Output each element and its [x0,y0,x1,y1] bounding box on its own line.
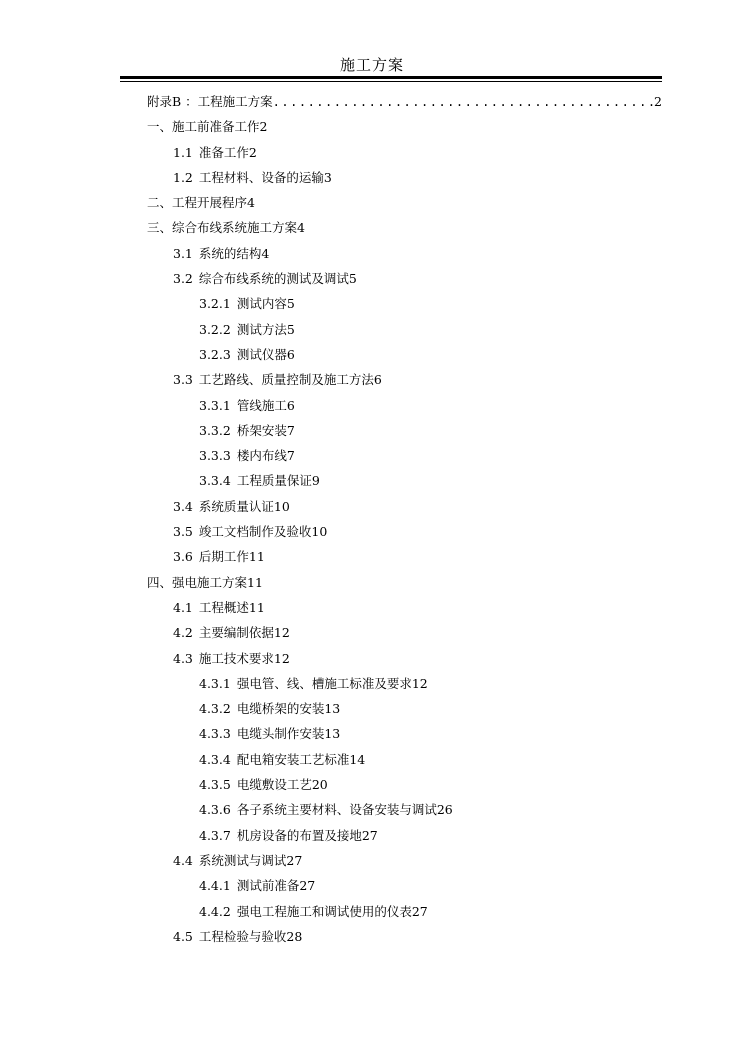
toc-entry-title: 后期工作 [198,549,249,565]
toc-entry-title: 电缆敷设工艺 [236,777,312,793]
toc-entry[interactable] [0,397,744,422]
toc-entry[interactable] [0,650,744,675]
toc-entry-title: 测试前准备 [236,878,300,894]
toc-entry[interactable] [0,498,744,523]
toc-entry-page: 5 [286,296,295,312]
toc-entry-title: 管线施工 [236,397,287,413]
toc-entry[interactable] [0,219,744,244]
toc-entry-page: 5 [286,321,295,337]
toc-entry-number: 4.3.1 [199,675,231,691]
toc-entry-number: 3.3.1 [199,397,231,413]
toc-entry-page: 9 [311,473,320,489]
toc-entry-page: 20 [311,777,328,793]
toc-entry-title: 电缆头制作安装 [236,726,325,742]
toc-entry-label: 附录B ：工程施工方案 [147,94,273,109]
toc-entry-number: 三、 [147,220,173,236]
toc-entry[interactable] [0,422,744,447]
toc-entry-title: 配电箱安装工艺标准 [236,751,350,767]
toc-entry[interactable] [0,144,744,169]
toc-entry-title: 工艺路线、质量控制及施工方法 [198,372,374,388]
dot-leader [273,93,654,111]
toc-entry-page: 2 [248,144,257,160]
toc-entry-number: 4.3.4 [199,751,231,767]
toc-entry-number: 4.5 [173,928,193,944]
toc-entry[interactable] [0,852,744,877]
toc-entry-title: 工程检验与验收 [198,928,287,944]
toc-entry-title: 测试内容 [236,296,287,312]
toc-entry-title: 桥架安装 [236,422,287,438]
header-rule-thick [120,76,662,79]
toc-entry[interactable] [0,548,744,573]
toc-entry[interactable] [0,700,744,725]
toc-entry-page: 27 [361,827,378,843]
toc-entry-page: 6 [286,346,295,362]
toc-entry-number: 4.2 [173,625,193,641]
toc-entry-title: 系统测试与调试 [198,852,287,868]
toc-entry-number: 二、 [147,195,173,211]
toc-entry-number: 3.4 [173,498,193,514]
toc-entry[interactable] [0,751,744,776]
toc-entry-title: 准备工作 [198,144,249,160]
toc-entry-title: 竣工文档制作及验收 [198,524,312,540]
toc-entry-title: 施工技术要求 [198,650,274,666]
toc-entry-page: 7 [286,448,295,464]
toc-entry-page: 3 [323,169,332,185]
toc-entry-title: 系统质量认证 [198,498,274,514]
toc-entry-page: 27 [286,852,303,868]
toc-entry-title: 工程质量保证 [236,473,312,489]
toc-entry[interactable] [0,118,744,143]
toc-entry-title: 系统的结构 [198,245,262,261]
toc-entry-page: 10 [273,498,290,514]
toc-entry-title: 各子系统主要材料、设备安装与调试 [236,802,437,818]
toc-entry-page: 5 [348,271,357,287]
toc-entry-title: 强电工程施工和调试使用的仪表 [236,903,412,919]
toc-entry-number: 4.3.3 [199,726,231,742]
toc-entry-number: 4.3.6 [199,802,231,818]
page-header-title: 施工方案 [339,56,404,74]
toc-entry-number: 3.6 [173,549,193,565]
toc-entry[interactable] [0,321,744,346]
toc-entry-page: 11 [248,549,265,565]
toc-entry-page: 4 [261,245,270,261]
toc-entry[interactable] [0,725,744,750]
toc-entry-page: 26 [436,802,453,818]
toc-entry-page: 27 [299,878,316,894]
toc-entry[interactable] [0,523,744,548]
toc-entry-page: 12 [273,625,290,641]
toc-entry-page: 11 [247,574,263,590]
toc-entry-number: 3.2 [173,271,193,287]
toc-entry[interactable] [0,447,744,472]
toc-entry-number: 3.3.3 [199,448,231,464]
toc-entry-number: 3.5 [173,524,193,540]
toc-entry-page: 28 [286,928,303,944]
toc-entry[interactable] [0,270,744,295]
toc-entry-title: 综合布线系统的测试及调试 [198,271,349,287]
toc-entry-page: 6 [373,372,382,388]
toc-entry[interactable] [0,169,744,194]
toc-entry-page: 14 [349,751,366,767]
toc-entry-number: 3.3 [173,372,193,388]
toc-entry[interactable] [0,574,744,599]
toc-entry[interactable] [0,877,744,902]
toc-entry-page: 2 [654,94,662,109]
toc-entry[interactable] [0,194,744,219]
toc-entry-page: 13 [324,726,341,742]
toc-entry-number: 3.2.3 [199,346,231,362]
toc-entry-number: 四、 [147,574,173,590]
toc-entry-page: 10 [311,524,328,540]
toc-entry-number: 1.1 [173,144,193,160]
toc-entry-title: 工程开展程序 [172,195,248,211]
toc-entry[interactable] [0,295,744,320]
toc-entry-title: 测试仪器 [236,346,287,362]
toc-entry-page: 27 [411,903,428,919]
toc-entry-page: 12 [411,675,428,691]
toc-entry-number: 3.2.1 [199,296,231,312]
toc-entry-title: 工程材料、设备的运输 [198,169,324,185]
toc-entry-title: 强电管、线、槽施工标准及要求 [236,675,412,691]
toc-entry[interactable] [0,245,744,270]
toc-entry-title: 综合布线系统施工方案 [172,220,298,236]
toc-entry[interactable] [0,371,744,396]
toc-entry-page: 4 [297,220,305,236]
toc-entry-title: 主要编制依据 [198,625,274,641]
toc-entry-title: 楼内布线 [236,448,287,464]
toc-entry-page: 2 [259,119,268,135]
toc-entry[interactable] [0,827,744,852]
toc-entry-page: 13 [324,701,341,717]
toc-entry-title: 工程概述 [198,599,249,615]
toc-entry-number: 3.2.2 [199,321,231,337]
table-of-contents [0,93,744,953]
toc-entry-title: 机房设备的布置及接地 [236,827,362,843]
toc-entry-page: 6 [286,397,295,413]
toc-entry-number: 4.4.2 [199,903,231,919]
toc-entry[interactable] [0,346,744,371]
toc-entry-number: 3.1 [173,245,193,261]
toc-entry[interactable] [0,801,744,826]
toc-entry-title: 电缆桥架的安装 [236,701,325,717]
toc-entry-page: 11 [248,599,265,615]
toc-entry-number: 4.1 [173,599,193,615]
toc-entry-title: 强电施工方案 [172,574,248,590]
toc-entry-title: 施工前准备工作 [172,119,260,135]
toc-entry[interactable] [0,776,744,801]
toc-entry-number: 4.3.2 [199,701,231,717]
toc-entry[interactable] [0,928,744,953]
toc-entry-number: 4.3 [173,650,193,666]
toc-entry-number: 3.3.4 [199,473,231,489]
toc-entry[interactable] [0,675,744,700]
header-rule-thin [120,81,662,82]
toc-entry[interactable] [0,599,744,624]
toc-entry-page: 7 [286,422,295,438]
toc-entry-appendix[interactable] [0,93,744,118]
toc-entry-number: 4.3.5 [199,777,231,793]
toc-entry-page: 12 [273,650,290,666]
toc-entry-title: 测试方法 [236,321,287,337]
toc-entry[interactable] [0,903,744,928]
toc-entry-number: 4.4 [173,852,193,868]
toc-entry-number: 1.2 [173,169,193,185]
toc-entry-number: 3.3.2 [199,422,231,438]
toc-entry-number: 一、 [147,119,173,135]
toc-entry[interactable] [0,472,744,497]
toc-entry-number: 4.3.7 [199,827,231,843]
toc-entry-page: 4 [247,195,255,211]
toc-entry[interactable] [0,624,744,649]
toc-entry-number: 4.4.1 [199,878,231,894]
